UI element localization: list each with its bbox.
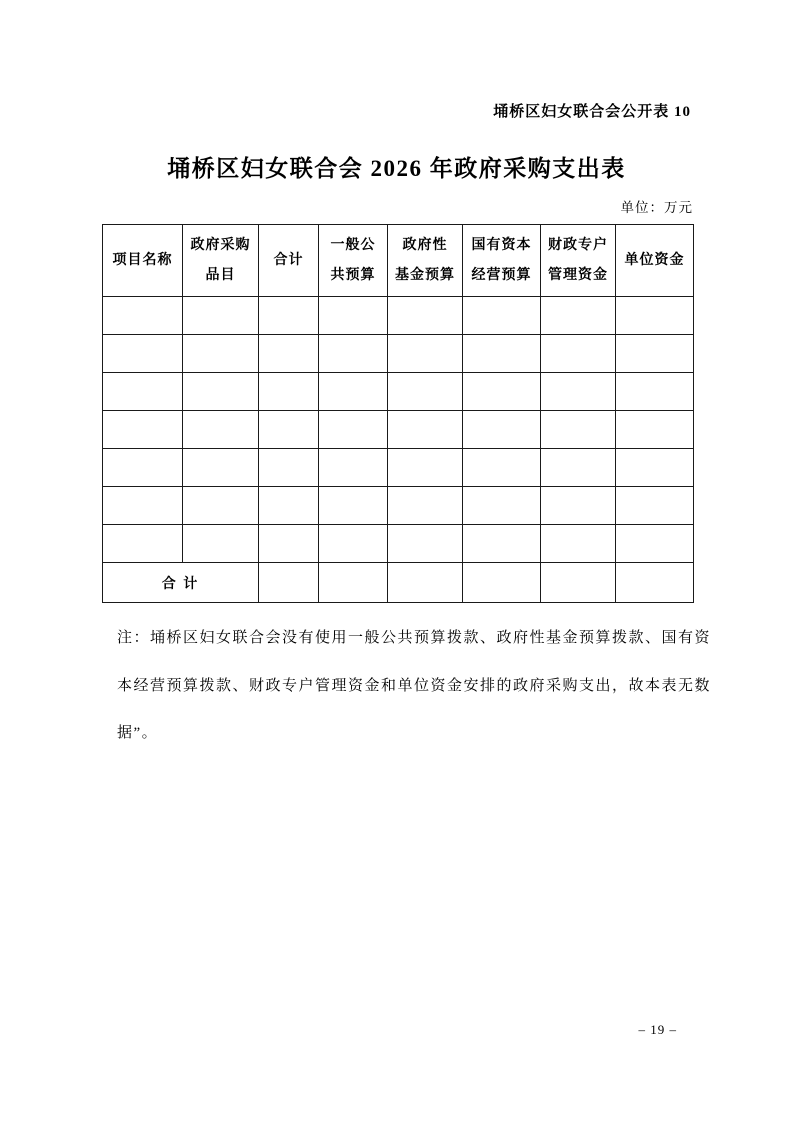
col-header-state-capital-budget	[463, 225, 541, 297]
col-header-label: 管理资金	[548, 267, 608, 283]
table-cell	[463, 373, 541, 411]
table-cell	[103, 297, 183, 335]
col-header-label: 政府性	[402, 237, 448, 253]
table-cell	[103, 335, 183, 373]
page-title: 埇桥区妇女联合会 2026 年政府采购支出表	[167, 156, 626, 181]
table-cell	[183, 373, 259, 411]
table-cell	[259, 449, 319, 487]
col-header-label: 合计	[273, 252, 304, 268]
table-row	[103, 297, 694, 335]
doc-label: 埇桥区妇女联合会公开表 10	[493, 104, 691, 120]
table-cell	[388, 297, 463, 335]
table-cell	[319, 449, 388, 487]
table-cell	[259, 335, 319, 373]
table-row	[103, 487, 694, 525]
note-line: 本经营预算拨款、财政专户管理资金和单位资金安排的政府采购支出，故本表无数	[117, 677, 712, 694]
table-cell	[183, 487, 259, 525]
col-header-unit-funds	[616, 225, 694, 297]
table-cell	[103, 449, 183, 487]
table-row	[103, 373, 694, 411]
total-row	[103, 563, 694, 603]
table-cell	[319, 411, 388, 449]
table-cell	[183, 297, 259, 335]
table-cell	[463, 563, 541, 603]
col-header-total	[259, 225, 319, 297]
col-header-label: 单位资金	[624, 252, 685, 268]
table-cell	[319, 487, 388, 525]
table-cell	[463, 297, 541, 335]
note-line: 据”。	[117, 725, 159, 741]
col-header-label: 国有资本	[471, 237, 532, 253]
col-header-general-public-budget	[319, 225, 388, 297]
table-cell	[463, 411, 541, 449]
table-cell	[183, 449, 259, 487]
table-cell	[103, 525, 183, 563]
table-row	[103, 525, 694, 563]
table-cell	[541, 449, 616, 487]
page-number: – 19 –	[638, 1022, 677, 1037]
col-header-label: 品目	[205, 267, 236, 283]
table-cell	[541, 373, 616, 411]
table-cell	[541, 335, 616, 373]
table-cell	[319, 525, 388, 563]
table-cell	[463, 525, 541, 563]
table-cell	[463, 487, 541, 525]
table-cell	[259, 411, 319, 449]
table-cell	[259, 297, 319, 335]
table-cell	[319, 563, 388, 603]
table-cell	[259, 373, 319, 411]
col-header-label: 共预算	[330, 267, 376, 283]
table-cell	[259, 487, 319, 525]
table-cell	[616, 487, 694, 525]
col-header-label: 经营预算	[471, 267, 532, 283]
table-cell	[388, 373, 463, 411]
table-cell	[616, 297, 694, 335]
table-cell	[319, 297, 388, 335]
budget-table	[102, 224, 694, 603]
table-cell	[388, 525, 463, 563]
table-cell	[616, 563, 694, 603]
table-cell	[388, 487, 463, 525]
table-cell	[103, 411, 183, 449]
col-header-label: 政府采购	[190, 237, 251, 253]
table-body	[103, 297, 694, 563]
col-header-project-name	[103, 225, 183, 297]
table-cell	[463, 335, 541, 373]
table-cell	[259, 563, 319, 603]
note-line: 注：埇桥区妇女联合会没有使用一般公共预算拨款、政府性基金预算拨款、国有资	[117, 630, 712, 646]
table-cell	[541, 563, 616, 603]
table-cell	[541, 297, 616, 335]
col-header-govt-fund-budget	[388, 225, 463, 297]
table-cell	[103, 487, 183, 525]
table-row	[103, 411, 694, 449]
table-cell	[388, 335, 463, 373]
col-header-label: 基金预算	[395, 267, 455, 283]
col-header-label: 一般公	[330, 237, 376, 253]
table-cell	[616, 411, 694, 449]
note-paragraph	[117, 615, 712, 758]
unit-label: 单位：万元	[620, 200, 693, 215]
table-cell	[388, 449, 463, 487]
table-cell	[319, 373, 388, 411]
col-header-label: 财政专户	[548, 237, 608, 253]
col-header-fiscal-special-account-funds	[541, 225, 616, 297]
col-header-label: 项目名称	[112, 252, 173, 268]
table-cell	[616, 449, 694, 487]
table-cell	[463, 449, 541, 487]
table-header-row	[103, 225, 694, 297]
table-cell	[388, 411, 463, 449]
col-header-procurement-item	[183, 225, 259, 297]
table-cell	[103, 373, 183, 411]
table-row	[103, 449, 694, 487]
table-cell	[183, 525, 259, 563]
table-cell	[183, 335, 259, 373]
table-cell	[183, 411, 259, 449]
table-cell	[616, 525, 694, 563]
table-cell	[541, 411, 616, 449]
total-row-label: 合 计	[103, 563, 259, 603]
table-cell	[616, 373, 694, 411]
table-cell	[541, 487, 616, 525]
table-cell	[259, 525, 319, 563]
table-cell	[319, 335, 388, 373]
table-cell	[541, 525, 616, 563]
table-cell	[616, 335, 694, 373]
table-cell	[388, 563, 463, 603]
table-row	[103, 335, 694, 373]
